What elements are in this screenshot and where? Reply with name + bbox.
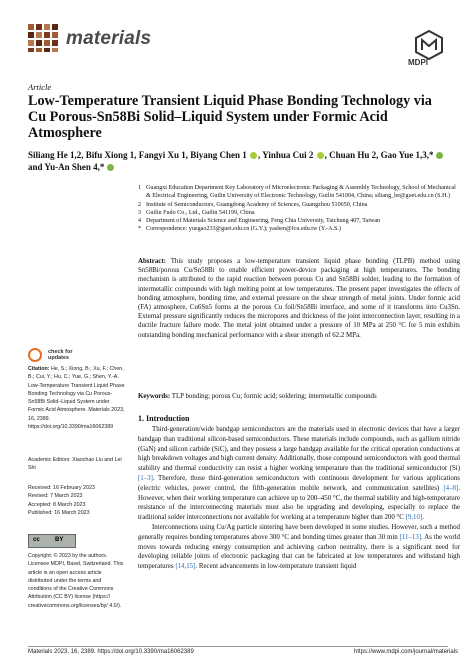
reference-link[interactable]: [4–8] bbox=[443, 484, 459, 492]
orcid-icon[interactable] bbox=[250, 152, 257, 159]
mdpi-logo-icon bbox=[414, 30, 444, 60]
check-updates-icon bbox=[28, 348, 42, 362]
paragraph: Interconnections using Cu/Ag particle sintering have been developed in some studies. However, such a method generally requires bonding temperatures above 300 °C and bonding times greater than 30 min [11–13]. As the world moves towards reducing energy consumption and achieving carbon neutrality, there is a significant need for developing reliable joints of electronic packaging that can be fabricated at low temperatures and withstand high temperatures [14,15]. Recent advancements in low-temperature transient liquid bbox=[138, 523, 460, 571]
authors-part-4: and Yu-An Shen 4,* bbox=[28, 161, 105, 172]
copyright-notice: Copyright: © 2023 by the authors. Licensee MDPI, Basel, Switzerland. This article is an open access article distributed under the terms and conditions of the Creative Commons Attribution (CC BY) license (https:// creativecommons.org/licenses/by/ 4.0/). bbox=[28, 553, 124, 609]
date-accepted: Accepted: 8 March 2023 bbox=[28, 501, 86, 508]
footer-journal-link[interactable]: https://www.mdpi.com/journal/materials bbox=[354, 649, 459, 655]
cc-icon: cc bbox=[33, 537, 40, 543]
date-published: Published: 16 March 2023 bbox=[28, 509, 90, 516]
keywords bbox=[138, 392, 460, 401]
reference-link[interactable]: [14,15] bbox=[175, 563, 196, 571]
affiliation-item: 3 Guilin Fudo Co., Ltd., Guilin 541199, China bbox=[138, 209, 255, 216]
affiliation-item: 1 Guangxi Education Department Key Laboratory of Microelectronic Packaging & Assembly Technology, School of Mechanical & Electrical Engineering, Guilin University of Electronic Technology, Guilin 541004, China; siliang_he@guet.edu.cn (S.H.) bbox=[138, 185, 456, 200]
article-title: Low-Temperature Transient Liquid Phase Bonding Technology via Cu Porous-Sn58Bi Solid–Liquid System under Formic Acid Atmosphere bbox=[28, 93, 432, 141]
affiliation-item: 2 Institute of Semiconductors, Guangdong Academy of Sciences, Guangzhou 510650, China bbox=[138, 201, 368, 208]
reference-link[interactable]: [9,10] bbox=[405, 514, 423, 522]
abstract bbox=[138, 257, 460, 340]
abstract-label: Abstract: bbox=[138, 258, 166, 265]
affiliations bbox=[138, 184, 458, 234]
citation bbox=[28, 365, 126, 431]
by-icon: BY bbox=[55, 537, 64, 543]
reference-link[interactable]: [1–3] bbox=[138, 474, 153, 482]
affiliation-item: 4 Department of Materials Science and Engineering, Feng Chia University, Taichung 407, Taiwan bbox=[138, 218, 381, 225]
reference-link[interactable]: [11–13] bbox=[399, 533, 422, 541]
correspondence: * Correspondence: yuegao233@guet.edu.cn (G.Y.); yashen@fcu.edu.tw (Y.-A.S.) bbox=[138, 226, 341, 233]
paragraph: Third-generation/wide bandgap semiconductors are the materials used in electronic devices that have a larger bandgap than traditional silicon-based semiconductors. These materials include compounds, such as gallium nitride (GaN) and silicon carbide (SiC), and they possess a large bandgap available for the critical operation conductions at high breakdown voltages and high current density. Additionally, those compound semiconductors with good thermal stability and thermal conductivity can resist a higher working temperature than the traditional semiconductor (Si) [1–3]. Therefore, those third-generation semiconductors with continuous development for various applications (electric vehicles, power control, the fifth-generation mobile network, and communication satellites) [4–8]. However, when their working temperature can achieve up to 200–450 °C, the thermal stability and high-temperature resistance of the interconnecting materials must also be upgrading and developing, especially to replace the traditional solder interconnections not available for working at a temperature higher than 200 °C [9,10]. bbox=[138, 426, 460, 522]
academic-editors: Academic Editors: Xiaochao Liu and Lei Shi bbox=[28, 457, 122, 472]
footer-citation[interactable]: Materials 2023, 16, 2389. https://doi.org/10.3390/ma16062389 bbox=[28, 649, 194, 655]
authors-part-3: , Chuan Hu 2, Gao Yue 1,3,* bbox=[324, 150, 434, 160]
section-heading: 1. Introduction bbox=[138, 414, 190, 423]
authors-part-1: Siliang He 1,2, Bifu Xiong 1, Fangyi Xu 1, Biyang Chen 1 bbox=[28, 150, 247, 160]
orcid-icon[interactable] bbox=[317, 152, 324, 159]
footer-divider bbox=[28, 646, 448, 647]
check-for-updates-button[interactable]: check for updates bbox=[28, 346, 98, 364]
journal-name: materials bbox=[66, 28, 152, 49]
article-type: Article bbox=[28, 82, 52, 92]
date-revised: Revised: 7 March 2023 bbox=[28, 493, 83, 500]
introduction-body bbox=[138, 425, 460, 572]
date-received: Received: 16 February 2023 bbox=[28, 485, 95, 491]
publication-dates bbox=[28, 484, 126, 517]
publisher-name: MDPI bbox=[408, 58, 428, 67]
citation-label: Citation: bbox=[28, 366, 50, 372]
citation-text: He, S.; Xiong, B.; Xu, F.; Chen, B.; Cui, Y.; Hu, C.; Yue, G.; Shen, Y.-A. Low-Temperature Transient Liquid Phase Bonding Technology via Cu Porous-Sn58Bi Solid–Liquid System under Formic Acid Atmosphere. Materials 2023, 16, 2389. https://doi.org/10.3390/ma16062389 bbox=[28, 366, 125, 431]
keywords-label: Keywords: bbox=[138, 393, 171, 400]
journal-logo-icon bbox=[28, 24, 58, 52]
orcid-icon[interactable] bbox=[436, 152, 443, 159]
authors-part-2: , Yinhua Cui 2 bbox=[258, 150, 314, 160]
author-list bbox=[28, 150, 448, 173]
orcid-icon[interactable] bbox=[107, 164, 114, 171]
abstract-text: This study proposes a low-temperature transient liquid phase bonding (TLPB) method using Sn58Bi/porous Cu/Sn58Bi to enable efficient power-device packaging at high temperatures. The bonding mechanism is attributed to the rapid reaction between porous Cu and Sn58Bi solder, leading to the formation of intermetallic compounds with high melting point at low temperatures. The present paper investigates the effects of bonding atmosphere, bonding time, and external pressure on the shear strength of metal joints. Under formic acid (FA) atmosphere, Cu6Sn5 forms at the porous Cu foil/Sn58Bi interface, and some of it transforms into Cu3Sn. External pressure significantly reduces the micropores and thickness of the joint interconnection layer, resulting in a ductile fracture failure mode. The metal joint obtained under a pressure of 10 MPa at 250 °C for 5 min exhibits outstanding bonding mechanical performance with a shear strength of 62.2 MPa. bbox=[138, 258, 460, 339]
keywords-text: TLP bonding; porous Cu; formic acid; soldering; intermetallic compounds bbox=[171, 393, 377, 400]
cc-license-badge[interactable] bbox=[28, 534, 76, 548]
